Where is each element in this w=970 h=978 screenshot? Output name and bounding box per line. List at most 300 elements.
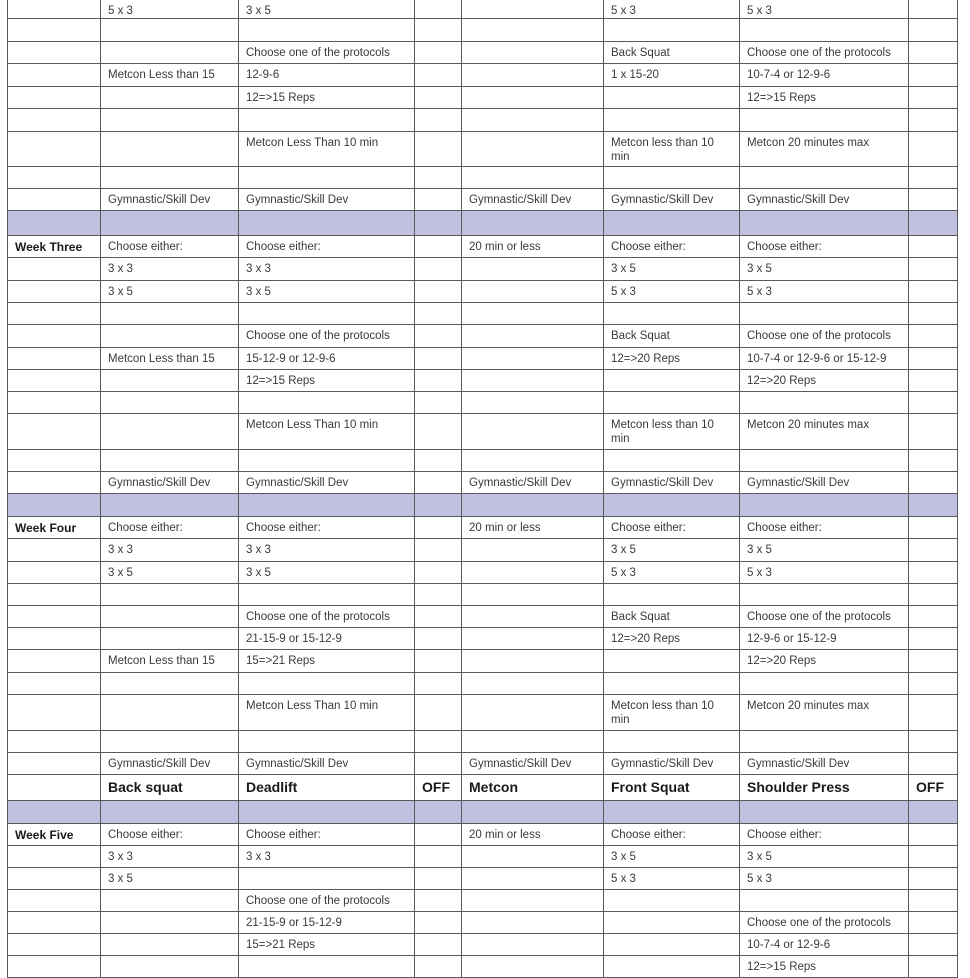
cell-off-2 (909, 348, 958, 370)
cell-off (415, 392, 462, 414)
cell-off (415, 539, 462, 562)
cell-back-squat (101, 132, 239, 167)
cell-text (422, 584, 454, 588)
cell-text (108, 414, 231, 418)
cell-text (422, 348, 454, 352)
cell-text: 3 x 5 (747, 263, 772, 275)
cell-front-squat (604, 189, 740, 211)
cell-metcon (462, 846, 604, 868)
cell-text (916, 303, 950, 307)
cell-front-squat (604, 281, 740, 303)
cell-shoulder-press (740, 775, 909, 801)
cell-deadlift (239, 392, 415, 414)
cell-text (108, 731, 231, 735)
cell-text (15, 912, 93, 916)
table-row (8, 956, 958, 978)
cell-metcon (462, 673, 604, 695)
cell-deadlift (239, 325, 415, 348)
cell-text (422, 731, 454, 735)
cell-text (469, 19, 596, 23)
cell-text (246, 19, 407, 23)
cell-metcon (462, 695, 604, 731)
cell-text: Gymnastic/Skill Dev (611, 758, 714, 770)
cell-text: Metcon less than 10 min (611, 137, 714, 163)
cell-week (8, 109, 101, 132)
cell-text (422, 956, 454, 960)
cell-front-squat (604, 731, 740, 753)
cell-front-squat (604, 472, 740, 494)
cell-deadlift (239, 189, 415, 211)
cell-front-squat (604, 303, 740, 325)
cell-metcon (462, 303, 604, 325)
cell-text (422, 19, 454, 23)
cell-back-squat (101, 414, 239, 450)
cell-text (15, 650, 93, 654)
cell-off-2 (909, 414, 958, 450)
cell-week (8, 956, 101, 978)
cell-front-squat (604, 890, 740, 912)
cell-text (15, 562, 93, 566)
separator-cell (604, 801, 740, 824)
table-row (8, 414, 958, 450)
table-row (8, 42, 958, 64)
cell-text (469, 303, 596, 307)
cell-text (469, 325, 596, 329)
cell-text (611, 584, 732, 588)
cell-off (415, 258, 462, 281)
cell-text: Choose one of the protocols (747, 611, 891, 623)
cell-deadlift (239, 731, 415, 753)
cell-text: Gymnastic/Skill Dev (611, 194, 714, 206)
cell-text (916, 64, 950, 68)
cell-off-2 (909, 189, 958, 211)
cell-text (108, 303, 231, 307)
table-row (8, 628, 958, 650)
cell-text (747, 890, 901, 894)
table-row (8, 132, 958, 167)
cell-metcon (462, 890, 604, 912)
cell-deadlift (239, 236, 415, 258)
cell-text (611, 19, 732, 23)
cell-back-squat (101, 890, 239, 912)
cell-off-2 (909, 695, 958, 731)
cell-back-squat (101, 934, 239, 956)
cell-text (15, 414, 93, 418)
cell-off-2 (909, 673, 958, 695)
cell-text (422, 167, 454, 171)
cell-shoulder-press (740, 19, 909, 42)
cell-off (415, 731, 462, 753)
cell-back-squat (101, 628, 239, 650)
cell-text: Gymnastic/Skill Dev (747, 758, 850, 770)
cell-back-squat (101, 0, 239, 19)
table-row (8, 0, 958, 19)
separator-cell (8, 801, 101, 824)
cell-front-squat (604, 868, 740, 890)
cell-metcon (462, 64, 604, 87)
cell-text: Metcon Less than 15 (108, 655, 215, 667)
cell-text (422, 846, 454, 850)
cell-metcon (462, 42, 604, 64)
cell-text: 3 x 5 (246, 286, 271, 298)
cell-metcon (462, 824, 604, 846)
table-row (8, 109, 958, 132)
cell-off (415, 912, 462, 934)
cell-text: 3 x 3 (246, 544, 271, 556)
cell-text: 3 x 5 (747, 851, 772, 863)
cell-text (469, 890, 596, 894)
cell-week (8, 450, 101, 472)
cell-week (8, 325, 101, 348)
cell-text (916, 0, 950, 4)
cell-text (246, 392, 407, 396)
cell-off-2 (909, 42, 958, 64)
cell-text (246, 956, 407, 960)
separator-cell (604, 494, 740, 517)
cell-text (422, 912, 454, 916)
cell-text: Choose either: (747, 522, 822, 534)
cell-text: Metcon less than 10 min (611, 419, 714, 445)
cell-text (916, 167, 950, 171)
cell-back-squat (101, 167, 239, 189)
cell-back-squat (101, 956, 239, 978)
cell-shoulder-press (740, 370, 909, 392)
cell-text: 3 x 3 (246, 851, 271, 863)
cell-front-squat (604, 517, 740, 539)
cell-front-squat (604, 236, 740, 258)
cell-week (8, 87, 101, 109)
table-body (8, 0, 958, 978)
cell-off-2 (909, 584, 958, 606)
cell-metcon (462, 934, 604, 956)
cell-text (469, 109, 596, 113)
cell-text: 3 x 5 (611, 263, 636, 275)
cell-off-2 (909, 650, 958, 673)
cell-text (15, 258, 93, 262)
cell-metcon (462, 109, 604, 132)
cell-text (246, 584, 407, 588)
cell-text (747, 303, 901, 307)
cell-front-squat (604, 956, 740, 978)
cell-shoulder-press (740, 562, 909, 584)
separator-cell (462, 801, 604, 824)
week-label: Week Five (15, 828, 74, 842)
cell-back-squat (101, 846, 239, 868)
table-row (8, 348, 958, 370)
cell-metcon (462, 414, 604, 450)
cell-metcon (462, 19, 604, 42)
cell-text: Metcon Less than 15 (108, 353, 215, 365)
cell-text: Choose either: (108, 241, 183, 253)
cell-text: Gymnastic/Skill Dev (246, 758, 349, 770)
cell-text: 12=>20 Reps (747, 375, 817, 387)
cell-text (15, 753, 93, 757)
cell-metcon (462, 472, 604, 494)
separator-cell (909, 211, 958, 236)
cell-text (422, 539, 454, 543)
cell-text (611, 392, 732, 396)
cell-text (611, 450, 732, 454)
column-header-label: Back squat (108, 779, 183, 795)
cell-text: Choose one of the protocols (747, 330, 891, 342)
cell-off (415, 167, 462, 189)
cell-deadlift (239, 132, 415, 167)
cell-text (916, 236, 950, 240)
table-row (8, 562, 958, 584)
cell-text (916, 956, 950, 960)
cell-off (415, 42, 462, 64)
cell-text: Choose one of the protocols (246, 47, 390, 59)
cell-text (15, 189, 93, 193)
cell-text (246, 450, 407, 454)
cell-front-squat (604, 584, 740, 606)
cell-text (469, 912, 596, 916)
cell-text (747, 19, 901, 23)
cell-off-2 (909, 606, 958, 628)
cell-text: Gymnastic/Skill Dev (469, 758, 572, 770)
column-header-label: Metcon (469, 779, 518, 795)
cell-metcon (462, 392, 604, 414)
cell-shoulder-press (740, 392, 909, 414)
cell-text (916, 42, 950, 46)
cell-text (469, 258, 596, 262)
cell-deadlift (239, 562, 415, 584)
cell-shoulder-press (740, 64, 909, 87)
cell-back-squat (101, 731, 239, 753)
cell-text: 10-7-4 or 12-9-6 (747, 939, 831, 951)
cell-off-2 (909, 956, 958, 978)
cell-shoulder-press (740, 650, 909, 673)
cell-week (8, 132, 101, 167)
cell-off (415, 517, 462, 539)
cell-metcon (462, 189, 604, 211)
week-separator-row (8, 801, 958, 824)
cell-text: 3 x 5 (108, 286, 133, 298)
cell-off (415, 281, 462, 303)
cell-shoulder-press (740, 167, 909, 189)
cell-week (8, 472, 101, 494)
cell-back-squat (101, 472, 239, 494)
cell-text: 5 x 3 (747, 286, 772, 298)
cell-text (611, 167, 732, 171)
table-row (8, 890, 958, 912)
cell-text (747, 109, 901, 113)
cell-text (15, 392, 93, 396)
cell-off (415, 695, 462, 731)
cell-front-squat (604, 775, 740, 801)
separator-cell (101, 211, 239, 236)
cell-back-squat (101, 109, 239, 132)
cell-off-2 (909, 912, 958, 934)
cell-text: Metcon Less than 15 (108, 69, 215, 81)
cell-text (422, 517, 454, 521)
cell-week (8, 539, 101, 562)
cell-week (8, 167, 101, 189)
cell-text: Choose one of the protocols (747, 47, 891, 59)
cell-off-2 (909, 303, 958, 325)
cell-off (415, 753, 462, 775)
cell-week (8, 0, 101, 19)
cell-deadlift (239, 606, 415, 628)
cell-week (8, 303, 101, 325)
cell-text (747, 167, 901, 171)
cell-text (916, 132, 950, 136)
cell-text: 15=>21 Reps (246, 939, 316, 951)
cell-off-2 (909, 628, 958, 650)
cell-text (469, 606, 596, 610)
cell-off (415, 236, 462, 258)
cell-front-squat (604, 42, 740, 64)
cell-deadlift (239, 472, 415, 494)
cell-shoulder-press (740, 539, 909, 562)
cell-back-squat (101, 236, 239, 258)
cell-week (8, 695, 101, 731)
cell-shoulder-press (740, 132, 909, 167)
cell-text: 12=>20 Reps (611, 353, 681, 365)
cell-text (469, 846, 596, 850)
cell-deadlift (239, 956, 415, 978)
cell-deadlift (239, 673, 415, 695)
cell-back-squat (101, 606, 239, 628)
cell-text: 5 x 3 (611, 286, 636, 298)
cell-off-2 (909, 258, 958, 281)
cell-week (8, 650, 101, 673)
cell-off-2 (909, 109, 958, 132)
cell-text: Choose either: (611, 522, 686, 534)
cell-shoulder-press (740, 628, 909, 650)
cell-text (422, 695, 454, 699)
cell-metcon (462, 956, 604, 978)
cell-text: 12=>20 Reps (747, 655, 817, 667)
cell-back-squat (101, 753, 239, 775)
cell-text (108, 450, 231, 454)
cell-front-squat (604, 132, 740, 167)
cell-off-2 (909, 562, 958, 584)
cell-metcon (462, 325, 604, 348)
cell-back-squat (101, 87, 239, 109)
table-row (8, 868, 958, 890)
cell-text (916, 846, 950, 850)
cell-metcon (462, 562, 604, 584)
cell-metcon (462, 539, 604, 562)
cell-week (8, 628, 101, 650)
cell-text (422, 890, 454, 894)
cell-off (415, 109, 462, 132)
table-row (8, 753, 958, 775)
cell-deadlift (239, 539, 415, 562)
separator-cell (909, 494, 958, 517)
column-header-label (15, 775, 93, 780)
cell-text: Metcon 20 minutes max (747, 700, 870, 712)
cell-text: Choose either: (246, 522, 321, 534)
cell-text (422, 132, 454, 136)
cell-deadlift (239, 87, 415, 109)
cell-off-2 (909, 64, 958, 87)
cell-text (422, 109, 454, 113)
cell-text: Choose either: (611, 241, 686, 253)
table-row (8, 64, 958, 87)
cell-text (747, 673, 901, 677)
cell-shoulder-press (740, 258, 909, 281)
separator-cell (462, 211, 604, 236)
cell-text (469, 0, 596, 4)
cell-metcon (462, 753, 604, 775)
cell-shoulder-press (740, 472, 909, 494)
cell-off (415, 303, 462, 325)
cell-metcon (462, 912, 604, 934)
cell-off (415, 0, 462, 19)
cell-deadlift (239, 303, 415, 325)
cell-text (916, 824, 950, 828)
cell-text (108, 584, 231, 588)
cell-text (469, 370, 596, 374)
cell-deadlift (239, 775, 415, 801)
table-row (8, 258, 958, 281)
column-header-label: OFF (916, 779, 944, 795)
cell-off (415, 606, 462, 628)
cell-deadlift (239, 167, 415, 189)
cell-front-squat (604, 846, 740, 868)
cell-text: 12=>15 Reps (246, 375, 316, 387)
cell-text (916, 562, 950, 566)
cell-metcon (462, 775, 604, 801)
cell-front-squat (604, 824, 740, 846)
cell-deadlift (239, 584, 415, 606)
cell-shoulder-press (740, 189, 909, 211)
cell-text (15, 450, 93, 454)
cell-metcon (462, 87, 604, 109)
cell-text (469, 868, 596, 872)
cell-week (8, 731, 101, 753)
cell-off-2 (909, 517, 958, 539)
workout-schedule-table (7, 0, 958, 978)
cell-text (422, 325, 454, 329)
cell-shoulder-press (740, 753, 909, 775)
separator-cell (415, 494, 462, 517)
cell-text: Back Squat (611, 611, 670, 623)
cell-metcon (462, 650, 604, 673)
cell-text: Gymnastic/Skill Dev (469, 194, 572, 206)
cell-text (15, 934, 93, 938)
cell-text (916, 281, 950, 285)
cell-text: 5 x 3 (611, 5, 636, 17)
cell-text: Gymnastic/Skill Dev (469, 477, 572, 489)
cell-text (422, 673, 454, 677)
cell-text (469, 731, 596, 735)
cell-text (15, 956, 93, 960)
cell-off (415, 472, 462, 494)
cell-text (611, 109, 732, 113)
cell-week (8, 414, 101, 450)
cell-metcon (462, 370, 604, 392)
cell-text (422, 189, 454, 193)
cell-text (469, 562, 596, 566)
cell-front-squat (604, 450, 740, 472)
cell-text (611, 303, 732, 307)
cell-front-squat (604, 539, 740, 562)
cell-off (415, 824, 462, 846)
cell-text: 3 x 3 (246, 263, 271, 275)
cell-text (15, 673, 93, 677)
cell-off (415, 19, 462, 42)
cell-deadlift (239, 517, 415, 539)
cell-text (469, 87, 596, 91)
cell-front-squat (604, 392, 740, 414)
cell-shoulder-press (740, 824, 909, 846)
table-row (8, 281, 958, 303)
cell-text (422, 370, 454, 374)
cell-text (15, 731, 93, 735)
